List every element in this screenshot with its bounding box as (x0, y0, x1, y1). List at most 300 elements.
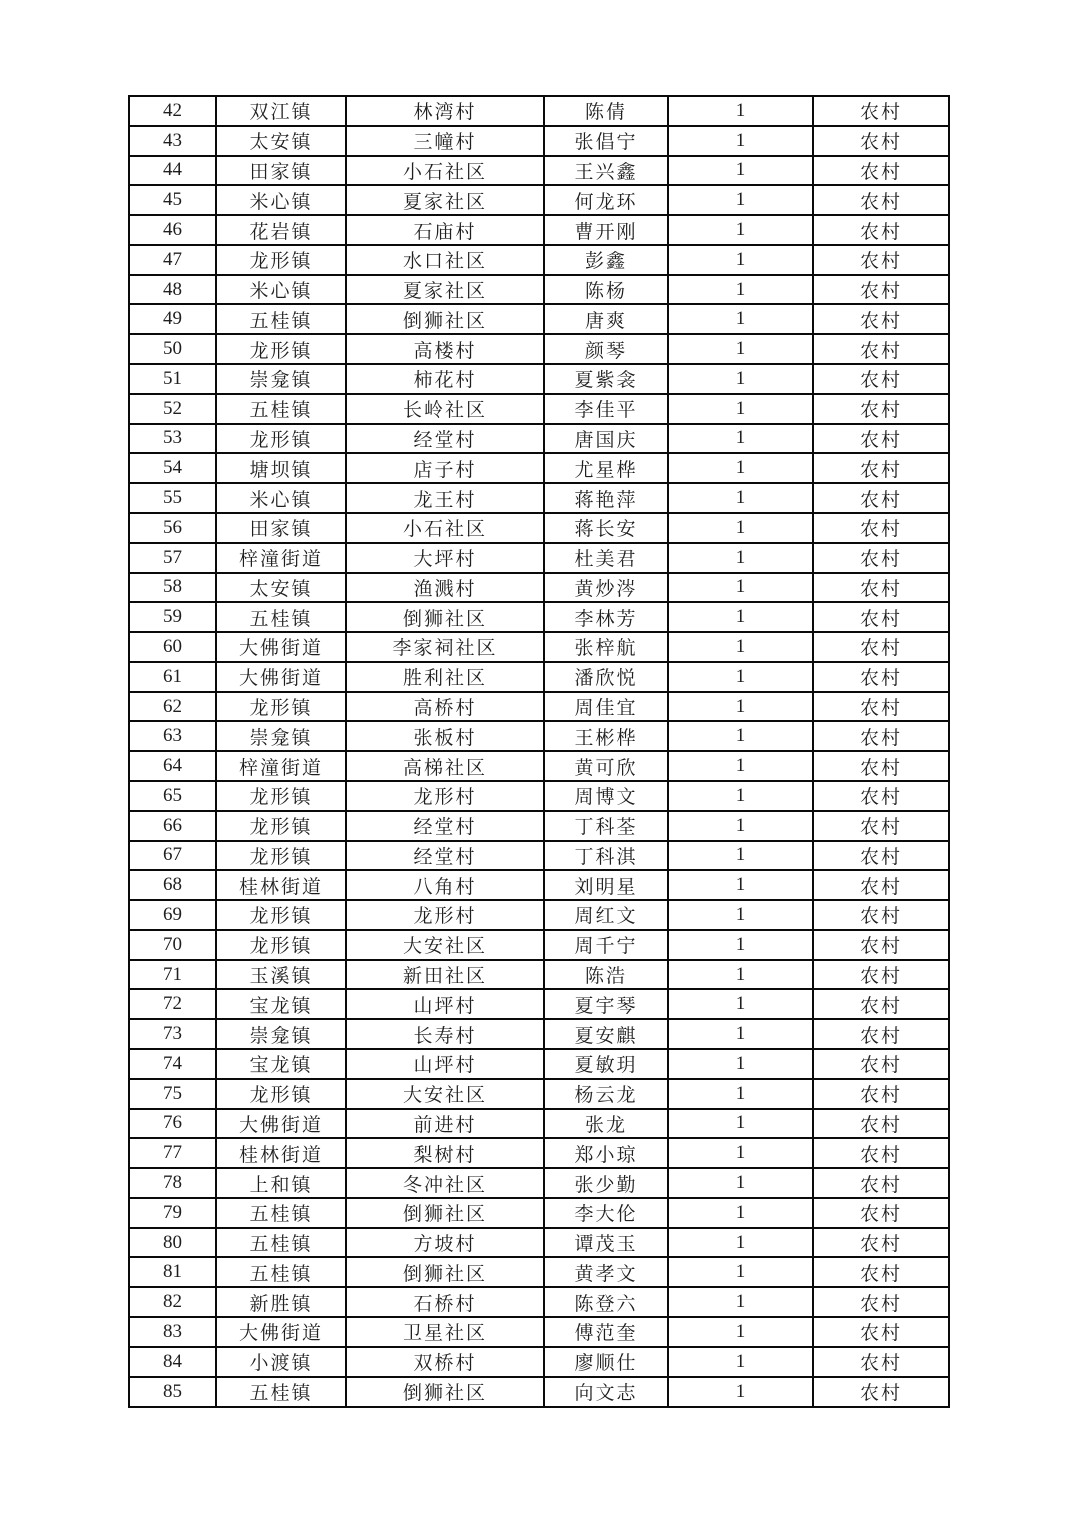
cell-serial: 70 (129, 930, 216, 960)
cell-serial: 61 (129, 662, 216, 692)
cell-town: 米心镇 (216, 483, 346, 513)
cell-town: 崇龛镇 (216, 1019, 346, 1049)
cell-area_type: 农村 (813, 364, 949, 394)
cell-count: 1 (668, 900, 813, 930)
cell-count: 1 (668, 1287, 813, 1317)
cell-town: 龙形镇 (216, 900, 346, 930)
cell-village: 水口社区 (346, 245, 544, 275)
cell-count: 1 (668, 573, 813, 603)
table-row (129, 1257, 949, 1287)
cell-count: 1 (668, 781, 813, 811)
table-row (129, 1377, 949, 1407)
table-row (129, 185, 949, 215)
table-row (129, 96, 949, 126)
cell-count: 1 (668, 1317, 813, 1347)
cell-village: 柿花村 (346, 364, 544, 394)
cell-village: 夏家社区 (346, 185, 544, 215)
cell-serial: 67 (129, 841, 216, 871)
cell-town: 太安镇 (216, 573, 346, 603)
cell-person_name: 陈浩 (544, 960, 668, 990)
cell-town: 宝龙镇 (216, 1049, 346, 1079)
roster-table-container (128, 95, 948, 1408)
cell-town: 五桂镇 (216, 1198, 346, 1228)
cell-person_name: 陈倩 (544, 96, 668, 126)
cell-area_type: 农村 (813, 334, 949, 364)
cell-person_name: 杜美君 (544, 543, 668, 573)
cell-person_name: 张少勤 (544, 1168, 668, 1198)
cell-village: 倒狮社区 (346, 1257, 544, 1287)
cell-area_type: 农村 (813, 1198, 949, 1228)
cell-area_type: 农村 (813, 1079, 949, 1109)
cell-count: 1 (668, 841, 813, 871)
cell-town: 米心镇 (216, 275, 346, 305)
cell-count: 1 (668, 453, 813, 483)
roster-table-body (129, 96, 949, 1407)
cell-village: 倒狮社区 (346, 1198, 544, 1228)
cell-person_name: 夏敏玥 (544, 1049, 668, 1079)
cell-area_type: 农村 (813, 424, 949, 454)
table-row (129, 1287, 949, 1317)
cell-count: 1 (668, 96, 813, 126)
table-row (129, 513, 949, 543)
table-row (129, 126, 949, 156)
table-row (129, 1168, 949, 1198)
table-row (129, 721, 949, 751)
cell-person_name: 蒋长安 (544, 513, 668, 543)
cell-person_name: 丁科荃 (544, 811, 668, 841)
cell-person_name: 李林芳 (544, 602, 668, 632)
cell-serial: 54 (129, 453, 216, 483)
table-row (129, 930, 949, 960)
cell-person_name: 李大伦 (544, 1198, 668, 1228)
cell-town: 龙形镇 (216, 811, 346, 841)
cell-town: 小渡镇 (216, 1347, 346, 1377)
cell-area_type: 农村 (813, 1019, 949, 1049)
cell-person_name: 潘欣悦 (544, 662, 668, 692)
cell-count: 1 (668, 424, 813, 454)
cell-town: 新胜镇 (216, 1287, 346, 1317)
cell-area_type: 农村 (813, 602, 949, 632)
cell-count: 1 (668, 543, 813, 573)
cell-person_name: 夏宇琴 (544, 989, 668, 1019)
cell-person_name: 王彬桦 (544, 721, 668, 751)
cell-count: 1 (668, 1138, 813, 1168)
roster-table (128, 95, 950, 1408)
cell-area_type: 农村 (813, 96, 949, 126)
cell-area_type: 农村 (813, 1228, 949, 1258)
table-row (129, 1317, 949, 1347)
cell-serial: 60 (129, 632, 216, 662)
cell-area_type: 农村 (813, 1287, 949, 1317)
cell-area_type: 农村 (813, 1168, 949, 1198)
cell-serial: 78 (129, 1168, 216, 1198)
cell-count: 1 (668, 185, 813, 215)
cell-village: 龙形村 (346, 900, 544, 930)
cell-count: 1 (668, 1168, 813, 1198)
table-row (129, 424, 949, 454)
cell-person_name: 彭鑫 (544, 245, 668, 275)
table-row (129, 1347, 949, 1377)
cell-area_type: 农村 (813, 215, 949, 245)
cell-count: 1 (668, 1079, 813, 1109)
cell-serial: 74 (129, 1049, 216, 1079)
cell-village: 夏家社区 (346, 275, 544, 305)
cell-person_name: 夏紫衾 (544, 364, 668, 394)
cell-area_type: 农村 (813, 483, 949, 513)
cell-town: 崇龛镇 (216, 364, 346, 394)
cell-village: 石庙村 (346, 215, 544, 245)
cell-area_type: 农村 (813, 185, 949, 215)
cell-count: 1 (668, 275, 813, 305)
cell-serial: 49 (129, 304, 216, 334)
table-row (129, 1198, 949, 1228)
table-row (129, 1109, 949, 1139)
cell-count: 1 (668, 394, 813, 424)
cell-serial: 65 (129, 781, 216, 811)
cell-count: 1 (668, 1198, 813, 1228)
cell-town: 大佛街道 (216, 632, 346, 662)
cell-serial: 42 (129, 96, 216, 126)
cell-village: 经堂村 (346, 424, 544, 454)
cell-area_type: 农村 (813, 156, 949, 186)
table-row (129, 632, 949, 662)
cell-village: 方坡村 (346, 1228, 544, 1258)
table-row (129, 900, 949, 930)
cell-area_type: 农村 (813, 394, 949, 424)
cell-village: 卫星社区 (346, 1317, 544, 1347)
cell-person_name: 唐爽 (544, 304, 668, 334)
cell-person_name: 黄炒涔 (544, 573, 668, 603)
cell-town: 五桂镇 (216, 1377, 346, 1407)
cell-serial: 66 (129, 811, 216, 841)
cell-village: 林湾村 (346, 96, 544, 126)
cell-area_type: 农村 (813, 781, 949, 811)
cell-village: 高梯社区 (346, 751, 544, 781)
cell-count: 1 (668, 245, 813, 275)
cell-town: 五桂镇 (216, 1257, 346, 1287)
table-row (129, 334, 949, 364)
table-row (129, 394, 949, 424)
cell-village: 小石社区 (346, 156, 544, 186)
table-row (129, 1138, 949, 1168)
cell-count: 1 (668, 364, 813, 394)
cell-person_name: 颜琴 (544, 334, 668, 364)
cell-serial: 80 (129, 1228, 216, 1258)
cell-count: 1 (668, 1049, 813, 1079)
table-row (129, 156, 949, 186)
cell-person_name: 丁科淇 (544, 841, 668, 871)
cell-area_type: 农村 (813, 1049, 949, 1079)
cell-town: 大佛街道 (216, 1109, 346, 1139)
cell-town: 崇龛镇 (216, 721, 346, 751)
table-row (129, 781, 949, 811)
cell-serial: 85 (129, 1377, 216, 1407)
cell-area_type: 农村 (813, 245, 949, 275)
cell-town: 大佛街道 (216, 662, 346, 692)
cell-village: 高楼村 (346, 334, 544, 364)
cell-count: 1 (668, 1228, 813, 1258)
cell-town: 龙形镇 (216, 781, 346, 811)
cell-area_type: 农村 (813, 1377, 949, 1407)
cell-area_type: 农村 (813, 900, 949, 930)
cell-town: 龙形镇 (216, 245, 346, 275)
cell-area_type: 农村 (813, 930, 949, 960)
cell-village: 小石社区 (346, 513, 544, 543)
cell-serial: 82 (129, 1287, 216, 1317)
cell-area_type: 农村 (813, 989, 949, 1019)
cell-serial: 52 (129, 394, 216, 424)
cell-count: 1 (668, 126, 813, 156)
cell-person_name: 郑小琼 (544, 1138, 668, 1168)
cell-town: 双江镇 (216, 96, 346, 126)
cell-serial: 56 (129, 513, 216, 543)
cell-village: 大安社区 (346, 930, 544, 960)
cell-person_name: 谭茂玉 (544, 1228, 668, 1258)
cell-town: 龙形镇 (216, 930, 346, 960)
cell-town: 塘坝镇 (216, 453, 346, 483)
cell-area_type: 农村 (813, 573, 949, 603)
cell-person_name: 王兴鑫 (544, 156, 668, 186)
cell-area_type: 农村 (813, 662, 949, 692)
cell-serial: 62 (129, 692, 216, 722)
cell-area_type: 农村 (813, 1109, 949, 1139)
cell-area_type: 农村 (813, 1347, 949, 1377)
cell-count: 1 (668, 811, 813, 841)
cell-village: 倒狮社区 (346, 1377, 544, 1407)
cell-town: 龙形镇 (216, 692, 346, 722)
cell-village: 大安社区 (346, 1079, 544, 1109)
cell-village: 张板村 (346, 721, 544, 751)
cell-person_name: 蒋艳萍 (544, 483, 668, 513)
table-row (129, 960, 949, 990)
cell-town: 玉溪镇 (216, 960, 346, 990)
cell-person_name: 黄孝文 (544, 1257, 668, 1287)
cell-serial: 47 (129, 245, 216, 275)
cell-town: 龙形镇 (216, 1079, 346, 1109)
table-row (129, 543, 949, 573)
cell-village: 冬冲社区 (346, 1168, 544, 1198)
cell-town: 龙形镇 (216, 841, 346, 871)
cell-person_name: 黄可欣 (544, 751, 668, 781)
cell-village: 倒狮社区 (346, 304, 544, 334)
cell-serial: 71 (129, 960, 216, 990)
cell-person_name: 周博文 (544, 781, 668, 811)
cell-town: 大佛街道 (216, 1317, 346, 1347)
cell-person_name: 周佳宜 (544, 692, 668, 722)
cell-count: 1 (668, 602, 813, 632)
cell-serial: 63 (129, 721, 216, 751)
cell-village: 八角村 (346, 870, 544, 900)
cell-person_name: 傅范奎 (544, 1317, 668, 1347)
cell-village: 长寿村 (346, 1019, 544, 1049)
cell-serial: 77 (129, 1138, 216, 1168)
cell-area_type: 农村 (813, 870, 949, 900)
cell-serial: 50 (129, 334, 216, 364)
cell-town: 五桂镇 (216, 602, 346, 632)
cell-serial: 48 (129, 275, 216, 305)
cell-person_name: 张龙 (544, 1109, 668, 1139)
cell-village: 胜利社区 (346, 662, 544, 692)
cell-village: 山坪村 (346, 989, 544, 1019)
cell-town: 龙形镇 (216, 424, 346, 454)
cell-serial: 58 (129, 573, 216, 603)
cell-count: 1 (668, 870, 813, 900)
table-row (129, 751, 949, 781)
cell-person_name: 张梓航 (544, 632, 668, 662)
cell-serial: 46 (129, 215, 216, 245)
table-row (129, 215, 949, 245)
cell-count: 1 (668, 483, 813, 513)
cell-area_type: 农村 (813, 453, 949, 483)
cell-count: 1 (668, 304, 813, 334)
cell-area_type: 农村 (813, 632, 949, 662)
table-row (129, 1228, 949, 1258)
cell-count: 1 (668, 662, 813, 692)
table-row (129, 870, 949, 900)
cell-count: 1 (668, 215, 813, 245)
cell-serial: 75 (129, 1079, 216, 1109)
cell-town: 宝龙镇 (216, 989, 346, 1019)
cell-count: 1 (668, 721, 813, 751)
cell-village: 双桥村 (346, 1347, 544, 1377)
cell-serial: 45 (129, 185, 216, 215)
cell-serial: 84 (129, 1347, 216, 1377)
table-row (129, 602, 949, 632)
cell-count: 1 (668, 989, 813, 1019)
cell-person_name: 李佳平 (544, 394, 668, 424)
cell-village: 新田社区 (346, 960, 544, 990)
cell-count: 1 (668, 1377, 813, 1407)
cell-town: 田家镇 (216, 156, 346, 186)
cell-village: 龙王村 (346, 483, 544, 513)
table-row (129, 989, 949, 1019)
cell-area_type: 农村 (813, 721, 949, 751)
cell-village: 经堂村 (346, 841, 544, 871)
cell-village: 大坪村 (346, 543, 544, 573)
cell-area_type: 农村 (813, 1317, 949, 1347)
cell-person_name: 杨云龙 (544, 1079, 668, 1109)
cell-town: 米心镇 (216, 185, 346, 215)
cell-town: 龙形镇 (216, 334, 346, 364)
cell-area_type: 农村 (813, 275, 949, 305)
table-row (129, 453, 949, 483)
cell-town: 上和镇 (216, 1168, 346, 1198)
cell-village: 龙形村 (346, 781, 544, 811)
table-row (129, 811, 949, 841)
cell-count: 1 (668, 334, 813, 364)
cell-village: 经堂村 (346, 811, 544, 841)
cell-person_name: 刘明星 (544, 870, 668, 900)
cell-village: 前进村 (346, 1109, 544, 1139)
cell-village: 三幢村 (346, 126, 544, 156)
cell-person_name: 夏安麒 (544, 1019, 668, 1049)
table-row (129, 692, 949, 722)
table-row (129, 841, 949, 871)
cell-count: 1 (668, 1109, 813, 1139)
cell-town: 花岩镇 (216, 215, 346, 245)
cell-count: 1 (668, 751, 813, 781)
table-row (129, 662, 949, 692)
cell-serial: 51 (129, 364, 216, 394)
cell-count: 1 (668, 960, 813, 990)
cell-count: 1 (668, 692, 813, 722)
cell-serial: 72 (129, 989, 216, 1019)
cell-town: 太安镇 (216, 126, 346, 156)
cell-count: 1 (668, 1257, 813, 1287)
cell-serial: 76 (129, 1109, 216, 1139)
cell-town: 五桂镇 (216, 304, 346, 334)
cell-serial: 69 (129, 900, 216, 930)
cell-town: 梓潼街道 (216, 751, 346, 781)
cell-town: 五桂镇 (216, 394, 346, 424)
table-row (129, 1079, 949, 1109)
cell-area_type: 农村 (813, 1138, 949, 1168)
cell-person_name: 尤星桦 (544, 453, 668, 483)
cell-village: 渔溅村 (346, 573, 544, 603)
cell-serial: 83 (129, 1317, 216, 1347)
cell-person_name: 何龙环 (544, 185, 668, 215)
cell-town: 五桂镇 (216, 1228, 346, 1258)
table-row (129, 1019, 949, 1049)
table-row (129, 1049, 949, 1079)
cell-village: 高桥村 (346, 692, 544, 722)
cell-area_type: 农村 (813, 811, 949, 841)
cell-count: 1 (668, 1347, 813, 1377)
cell-town: 桂林街道 (216, 870, 346, 900)
table-row (129, 275, 949, 305)
cell-area_type: 农村 (813, 126, 949, 156)
cell-serial: 55 (129, 483, 216, 513)
cell-area_type: 农村 (813, 751, 949, 781)
cell-count: 1 (668, 156, 813, 186)
cell-village: 倒狮社区 (346, 602, 544, 632)
cell-person_name: 向文志 (544, 1377, 668, 1407)
cell-person_name: 唐国庆 (544, 424, 668, 454)
cell-serial: 64 (129, 751, 216, 781)
cell-person_name: 陈杨 (544, 275, 668, 305)
cell-serial: 68 (129, 870, 216, 900)
cell-area_type: 农村 (813, 1257, 949, 1287)
cell-count: 1 (668, 632, 813, 662)
cell-serial: 59 (129, 602, 216, 632)
cell-serial: 73 (129, 1019, 216, 1049)
cell-town: 桂林街道 (216, 1138, 346, 1168)
cell-person_name: 周千宁 (544, 930, 668, 960)
table-row (129, 304, 949, 334)
table-row (129, 245, 949, 275)
cell-serial: 57 (129, 543, 216, 573)
cell-serial: 81 (129, 1257, 216, 1287)
cell-person_name: 廖顺仕 (544, 1347, 668, 1377)
cell-count: 1 (668, 513, 813, 543)
table-row (129, 483, 949, 513)
cell-serial: 79 (129, 1198, 216, 1228)
cell-serial: 44 (129, 156, 216, 186)
cell-town: 梓潼街道 (216, 543, 346, 573)
cell-village: 山坪村 (346, 1049, 544, 1079)
cell-person_name: 周红文 (544, 900, 668, 930)
cell-town: 田家镇 (216, 513, 346, 543)
cell-village: 长岭社区 (346, 394, 544, 424)
cell-village: 店子村 (346, 453, 544, 483)
cell-count: 1 (668, 930, 813, 960)
table-row (129, 364, 949, 394)
cell-area_type: 农村 (813, 543, 949, 573)
cell-serial: 53 (129, 424, 216, 454)
cell-village: 梨树村 (346, 1138, 544, 1168)
cell-area_type: 农村 (813, 304, 949, 334)
cell-person_name: 张倡宁 (544, 126, 668, 156)
